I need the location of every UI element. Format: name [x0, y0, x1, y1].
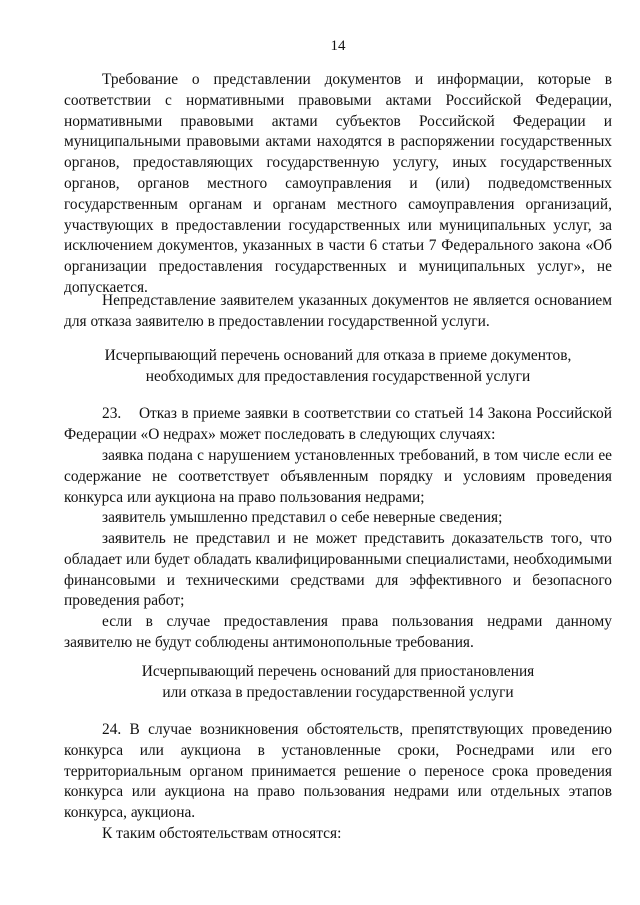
heading-line: Исчерпывающий перечень оснований для отказа в приеме документов,	[104, 347, 572, 364]
list-item-case-2: заявитель умышленно представил о себе неверные сведения;	[102, 509, 503, 526]
section-heading-refusal-acceptance	[64, 346, 612, 388]
paragraph-23-intro: 23. Отказ в приеме заявки в соответствии со статьей 14 Закона Российской Федерации «О недрах» может последовать в следующих случаях:	[64, 405, 612, 443]
page-number: 14	[330, 38, 346, 54]
section-heading-suspension	[64, 662, 612, 704]
paragraph-non-submission: Непредставление заявителем указанных документов не является основанием для отказа заявителю в предоставлении государственной услуги.	[64, 292, 612, 330]
list-item-case-4: если в случае предоставления права пользования недрами данному заявителю не будут соблюдены антимонопольные требования.	[64, 613, 612, 651]
heading-line: или отказа в предоставлении государственной услуги	[162, 683, 514, 701]
paragraph-24: 24. В случае возникновения обстоятельств, препятствующих проведению конкурса или аукциона в установленные сроки, Роснедрами или его территориальным органом принимается решение о переносе срока проведения конкурса или аукциона на право пользования недрами или отдельных этапов конкурса, аукциона.	[64, 721, 612, 822]
list-item-case-3: заявитель не представил и не может представить доказательств того, что обладает или будет обладать квалифицированными специалистами, необходимыми финансовыми и техническими средствами для эффективного и безопасного проведения работ;	[64, 530, 612, 610]
list-item-case-1: заявка подана с нарушением установленных требований, в том числе если ее содержание не соответствует объявленным порядку и условиям проведения конкурса или аукциона на право пользования недрами;	[64, 447, 612, 506]
heading-line: Исчерпывающий перечень оснований для приостановления	[141, 663, 535, 680]
heading-line: необходимых для предоставления государственной услуги	[145, 367, 531, 385]
paragraph-requirement: Требование о представлении документов и информации, которые в соответствии с нормативными правовыми актами Российской Федерации, нормативными правовыми актами субъектов Российской Федерации и муниципальными правовыми актами находятся в распоряжении государственных органов, предоставляющих государственную услугу, иных государственных органов, органов местного самоуправления и (или) подведомственных государственным органам и органам местного самоуправления организаций, участвующих в предоставлении государственных или муниципальных услуг, за исключением документов, указанных в части 6 статьи 7 Федерального закона «Об организации предоставления государственных и муниципальных услуг», не допускается.	[64, 71, 612, 296]
paragraph-circumstances: К таким обстоятельствам относятся:	[102, 825, 342, 842]
